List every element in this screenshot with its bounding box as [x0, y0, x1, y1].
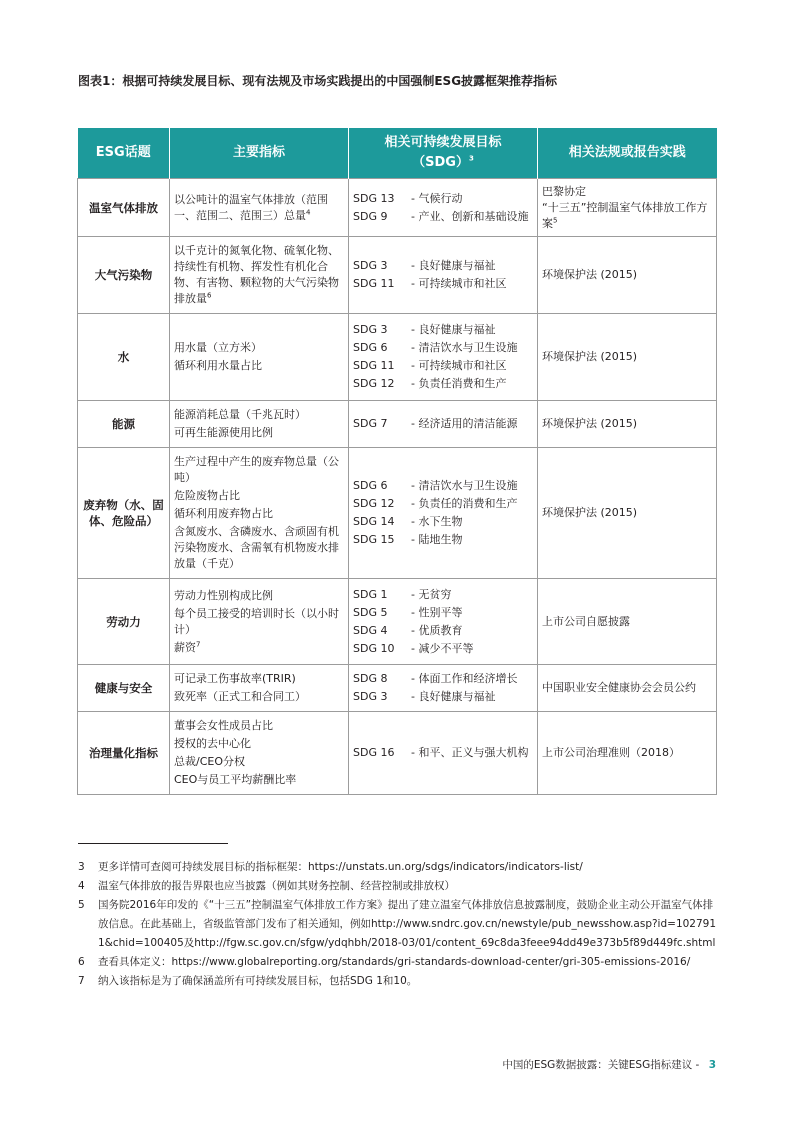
regulation-text: 环境保护法 (2015) — [542, 350, 638, 363]
indicator-item — [174, 640, 344, 656]
sdg-label: 优质教育 — [418, 623, 463, 637]
footnote-text: 更多详情可查阅可持续发展目标的指标框架：https://unstats.un.org/sdgs/indicators/indicators-list/ — [98, 861, 583, 873]
indicators-cell — [170, 401, 349, 448]
indicator-item — [174, 488, 344, 504]
indicators-cell — [170, 314, 349, 401]
sdg-separator: - — [411, 623, 415, 637]
header-sdg — [349, 128, 538, 179]
sdg-separator: - — [411, 533, 415, 546]
indicator-item — [174, 718, 344, 734]
sdg-cell — [349, 314, 538, 401]
footnote-number: 6 — [78, 956, 85, 968]
sdg-item — [353, 276, 533, 292]
sdg-number: SDG 14 — [353, 515, 395, 528]
regulation-cell — [538, 179, 717, 237]
indicator-text: 劳动力性别构成比例 — [174, 588, 273, 602]
sdg-label: 产业、创新和基础设施 — [418, 209, 529, 223]
topic-cell: 治理量化指标 — [78, 712, 170, 795]
page-number: 3 — [708, 1059, 716, 1071]
indicator-item — [174, 506, 344, 522]
table-row — [78, 448, 717, 579]
indicator-item — [174, 606, 344, 638]
indicator-text: 用水量（立方米） — [174, 341, 262, 354]
topic-cell: 健康与安全 — [78, 665, 170, 712]
sdg-separator: - — [411, 479, 415, 492]
sdg-label: 可持续城市和社区 — [418, 359, 507, 372]
regulation-text: 中国职业安全健康协会会员公约 — [542, 681, 696, 694]
table-row — [78, 579, 717, 665]
indicators-cell — [170, 237, 349, 314]
regulation-item — [542, 745, 712, 761]
footer-separator: - — [695, 1059, 700, 1071]
indicator-text: 可再生能源使用比例 — [174, 426, 273, 439]
topic-cell: 能源 — [78, 401, 170, 448]
indicator-text: 致死率（正式工和合同工） — [174, 690, 306, 703]
sdg-item — [353, 322, 533, 338]
sdg-separator: - — [411, 641, 415, 655]
indicator-text: CEO与员工平均薪酬比率 — [174, 773, 297, 786]
sdg-item — [353, 191, 533, 207]
sdg-label: 清洁饮水与卫生设施 — [418, 479, 518, 492]
sdg-label: 良好健康与福祉 — [418, 259, 496, 272]
indicator-text: 薪资 — [174, 640, 196, 654]
sdg-item — [353, 745, 533, 761]
sdg-cell — [349, 665, 538, 712]
sdg-label: 负责任的消费和生产 — [418, 497, 518, 510]
regulation-text: 上市公司自愿披露 — [542, 614, 630, 628]
footnote-item — [78, 877, 718, 896]
indicators-cell — [170, 712, 349, 795]
topic-cell: 劳动力 — [78, 579, 170, 665]
indicator-text: 总裁/CEO分权 — [174, 755, 245, 768]
indicator-item — [174, 358, 344, 374]
sdg-item — [353, 514, 533, 530]
header-sdg-line2 — [353, 153, 533, 173]
sdg-number: SDG 13 — [353, 191, 395, 205]
sdg-number: SDG 11 — [353, 359, 395, 372]
sdg-item — [353, 209, 533, 225]
table-row — [78, 237, 717, 314]
sdg-label: 良好健康与福祉 — [418, 690, 496, 703]
sdg-number: SDG 15 — [353, 533, 395, 546]
regulation-text: 上市公司治理准则（2018） — [542, 746, 680, 759]
footnote-number: 4 — [78, 880, 85, 892]
sdg-separator: - — [411, 377, 415, 390]
regulation-text: 环境保护法 (2015) — [542, 417, 638, 430]
indicator-item — [174, 425, 344, 441]
header-regs: 相关法规或报告实践 — [538, 128, 717, 179]
sdg-cell — [349, 179, 538, 237]
regulation-item — [542, 680, 712, 696]
footnote-item — [78, 858, 718, 877]
sdg-number: SDG 3 — [353, 259, 388, 272]
sdg-item — [353, 605, 533, 621]
page-title: 图表1：根据可持续发展目标、现有法规及市场实践提出的中国强制ESG披露框架推荐指标 — [78, 74, 558, 88]
sdg-separator: - — [411, 359, 415, 372]
sdg-label: 水下生物 — [418, 515, 463, 528]
regulation-cell — [538, 665, 717, 712]
indicator-item — [174, 772, 344, 788]
sdg-item — [353, 258, 533, 274]
indicator-text: 循环利用水量占比 — [174, 359, 262, 372]
topic-cell: 温室气体排放 — [78, 179, 170, 237]
sdg-separator: - — [411, 277, 415, 290]
sdg-cell — [349, 401, 538, 448]
sdg-label: 良好健康与福祉 — [418, 323, 496, 336]
footnote-number: 5 — [78, 899, 85, 911]
indicator-item — [174, 454, 344, 486]
sdg-separator: - — [411, 497, 415, 510]
sdg-separator: - — [411, 605, 415, 619]
footer-text: 中国的ESG数据披露：关键ESG指标建议 — [502, 1059, 693, 1071]
sdg-number: SDG 5 — [353, 605, 388, 619]
indicator-item — [174, 243, 344, 307]
sdg-number: SDG 11 — [353, 277, 395, 290]
indicator-item — [174, 340, 344, 356]
sdg-separator: - — [411, 587, 415, 601]
header-sdg-line2-text: （SDG） — [412, 155, 469, 170]
regulation-text: 环境保护法 (2015) — [542, 506, 638, 519]
sdg-label: 负责任消费和生产 — [418, 377, 507, 390]
table-header-row — [78, 128, 717, 179]
table-row — [78, 712, 717, 795]
sdg-number: SDG 3 — [353, 690, 388, 703]
sdg-item — [353, 623, 533, 639]
indicator-text: 以千克计的氮氧化物、硫氧化物、持续性有机物、挥发性有机化合物、有害物、颗粒物的大气污染物排放量 — [174, 244, 339, 305]
table-body — [78, 179, 717, 795]
sdg-cell — [349, 579, 538, 665]
indicators-cell — [170, 579, 349, 665]
sdg-item — [353, 641, 533, 657]
regulation-text: 环境保护法 (2015) — [542, 268, 638, 281]
regulation-cell — [538, 712, 717, 795]
sdg-cell — [349, 712, 538, 795]
table-row — [78, 314, 717, 401]
sdg-separator: - — [411, 191, 415, 205]
regulation-item — [542, 184, 712, 200]
sdg-number: SDG 7 — [353, 417, 388, 430]
sdg-number: SDG 1 — [353, 587, 388, 601]
regulation-item — [542, 416, 712, 432]
sdg-separator: - — [411, 417, 415, 430]
sdg-label: 性别平等 — [418, 605, 463, 619]
sdg-separator: - — [411, 341, 415, 354]
indicator-item — [174, 192, 344, 224]
regulation-cell — [538, 237, 717, 314]
sdg-item — [353, 376, 533, 392]
footnote-divider — [78, 843, 228, 844]
footnote-text: 查看具体定义：https://www.globalreporting.org/standards/gri-standards-download-center/gri-305-emissions-2016/ — [98, 956, 691, 968]
sdg-separator: - — [411, 323, 415, 336]
sdg-separator: - — [411, 209, 415, 223]
sdg-cell — [349, 448, 538, 579]
indicator-text: 以公吨计的温室气体排放（范围一、范围二、范围三）总量 — [174, 192, 328, 222]
indicator-item — [174, 689, 344, 705]
page-footer — [502, 1057, 716, 1072]
footnote-number: 3 — [78, 861, 85, 873]
sdg-number: SDG 16 — [353, 746, 395, 759]
indicator-text: 董事会女性成员占比 — [174, 719, 273, 732]
indicator-item — [174, 588, 344, 604]
indicator-footnote-ref: 7 — [196, 639, 201, 648]
sdg-label: 清洁饮水与卫生设施 — [418, 341, 518, 354]
sdg-separator: - — [411, 515, 415, 528]
sdg-separator: - — [411, 259, 415, 272]
footnote-number: 7 — [78, 975, 85, 987]
sdg-item — [353, 671, 533, 687]
indicator-footnote-ref: 6 — [207, 291, 212, 300]
indicators-cell — [170, 179, 349, 237]
indicator-text: 循环利用废弃物占比 — [174, 507, 273, 520]
regulation-item — [542, 200, 712, 232]
header-topic: ESG话题 — [78, 128, 170, 179]
topic-cell: 废弃物（水、固体、危险品） — [78, 448, 170, 579]
indicator-text: 含氮废水、含磷废水、含顽固有机污染物废水、含需氧有机物废水排放量（千克） — [174, 525, 339, 570]
sdg-label: 气候行动 — [418, 191, 463, 205]
sdg-number: SDG 6 — [353, 479, 388, 492]
sdg-separator: - — [411, 690, 415, 703]
sdg-cell — [349, 237, 538, 314]
sdg-label: 经济适用的清洁能源 — [418, 417, 518, 430]
regulation-item — [542, 267, 712, 283]
table-row — [78, 401, 717, 448]
sdg-label: 体面工作和经济增长 — [418, 672, 518, 685]
header-sdg-line1: 相关可持续发展目标 — [384, 135, 502, 150]
footnote-text: 国务院2016年印发的《“十三五”控制温室气体排放工作方案》提出了建立温室气体排放信息披露制度，鼓励企业主动公开温室气体排放信息。在此基础上，省级监管部门发布了相关通知，例如http://www.sndrc.gov.cn/newstyle/pub_newsshow.asp?id=1027911&chid=100405及http://fgw.sc.gov.cn/sfgw/ydqhbh/2018-03/01/content_69c8da3feee94dd49e373b5f89d449fc.shtml — [98, 899, 717, 949]
regulation-text: 巴黎协定 — [542, 184, 586, 198]
indicator-text: 每个员工接受的培训时长（以小时计） — [174, 606, 339, 636]
regulation-cell — [538, 314, 717, 401]
footnote-item — [78, 896, 718, 953]
sdg-number: SDG 6 — [353, 341, 388, 354]
regulation-cell — [538, 401, 717, 448]
indicator-item — [174, 754, 344, 770]
footnotes — [78, 858, 718, 991]
sdg-number: SDG 12 — [353, 377, 395, 390]
sdg-item — [353, 478, 533, 494]
sdg-label: 和平、正义与强大机构 — [418, 746, 529, 759]
sdg-item — [353, 358, 533, 374]
footnote-item — [78, 972, 718, 991]
indicator-item — [174, 671, 344, 687]
sdg-number: SDG 9 — [353, 209, 388, 223]
footnote-text: 温室气体排放的报告界限也应当披露（例如其财务控制、经营控制或排放权） — [98, 880, 455, 892]
sdg-item — [353, 587, 533, 603]
sdg-label: 无贫穷 — [418, 587, 452, 601]
sdg-separator: - — [411, 672, 415, 685]
footnote-text: 纳入该指标是为了确保涵盖所有可持续发展目标，包括SDG 1和10。 — [98, 975, 418, 987]
indicators-cell — [170, 448, 349, 579]
sdg-label: 减少不平等 — [418, 641, 474, 655]
sdg-number: SDG 12 — [353, 497, 395, 510]
indicator-text: 可记录工伤事故率(TRIR) — [174, 672, 296, 685]
indicator-text: 能源消耗总量（千兆瓦时） — [174, 408, 306, 421]
sdg-item — [353, 532, 533, 548]
regulation-item — [542, 349, 712, 365]
regulation-item — [542, 505, 712, 521]
table-row — [78, 665, 717, 712]
indicator-footnote-ref: 4 — [306, 207, 311, 216]
sdg-item — [353, 416, 533, 432]
header-sdg-footnote-ref: 3 — [468, 154, 474, 163]
regulation-text: “十三五”控制温室气体排放工作方案 — [542, 200, 708, 230]
sdg-number: SDG 10 — [353, 641, 395, 655]
regulation-footnote-ref: 5 — [553, 215, 558, 224]
regulation-cell — [538, 448, 717, 579]
sdg-item — [353, 689, 533, 705]
indicator-item — [174, 736, 344, 752]
topic-cell: 大气污染物 — [78, 237, 170, 314]
esg-indicator-table — [77, 128, 717, 795]
indicators-cell — [170, 665, 349, 712]
topic-cell: 水 — [78, 314, 170, 401]
sdg-item — [353, 340, 533, 356]
regulation-cell — [538, 579, 717, 665]
indicator-text: 生产过程中产生的废弃物总量（公吨） — [174, 455, 339, 484]
sdg-item — [353, 496, 533, 512]
indicator-text: 危险废物占比 — [174, 489, 240, 502]
sdg-number: SDG 3 — [353, 323, 388, 336]
table-row — [78, 179, 717, 237]
sdg-number: SDG 4 — [353, 623, 388, 637]
footnote-item — [78, 953, 718, 972]
indicator-item — [174, 524, 344, 572]
regulation-item — [542, 614, 712, 630]
sdg-separator: - — [411, 746, 415, 759]
sdg-label: 陆地生物 — [418, 533, 463, 546]
indicator-item — [174, 407, 344, 423]
indicator-text: 授权的去中心化 — [174, 737, 251, 750]
header-indicators: 主要指标 — [170, 128, 349, 179]
sdg-label: 可持续城市和社区 — [418, 277, 507, 290]
sdg-number: SDG 8 — [353, 672, 388, 685]
